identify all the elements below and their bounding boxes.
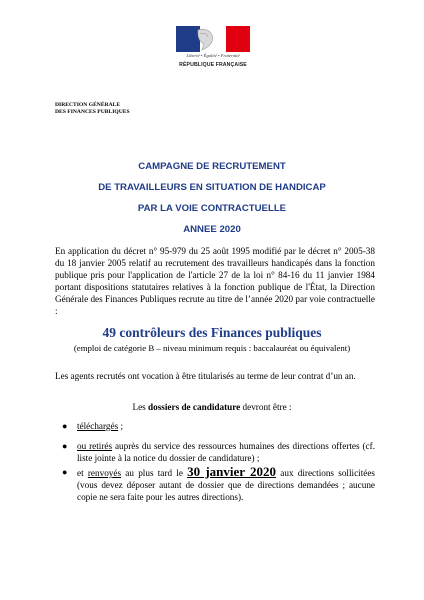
marianne-logo — [176, 26, 250, 70]
category-note: (emploi de catégorie B – niveau minimum requis : baccalauréat ou équivalent) — [73, 343, 351, 353]
positions-headline: 49 contrôleurs des Finances publiques — [102, 325, 322, 340]
list-item-text: ; — [118, 421, 124, 431]
department-line-1: DIRECTION GÉNÉRALE — [55, 102, 121, 108]
bullet-icon: ● — [62, 467, 68, 477]
withdraw-text: ou retirés — [77, 441, 113, 451]
document-title — [0, 156, 424, 240]
deadline-date: 30 janvier 2020 — [187, 464, 277, 479]
list-item-text: auprès du service des ressources humaines des directions offertes (cf. liste jointe à la notice du dossier de candidature) ; — [77, 441, 375, 463]
department-line-2: DES FINANCES PUBLIQUES — [55, 109, 130, 115]
title-line-2: DE TRAVAILLEURS EN SITUATION DE HANDICAP — [98, 182, 326, 193]
list-item-text: aux directions sollicitées (vous devez déposer autant de dossier que de directions demandées ; aucune copie ne sera faite pour les autres directions). — [77, 468, 375, 502]
intro-paragraph: En application du décret n° 95-979 du 25 août 1995 modifié par le décret n° 2005-38 du 18 janvier 2005 relatif au recrutement des travailleurs handicapés dans la fonction publique pris pour l'application de l'article 27 de la loi n° 84-16 du 11 janvier 1984 portant dispositions statutaires relatives à la fonction publique de l'État, la Direction Générale des Finances Publiques recrute au titre de l’année 2020 par voie contractuelle : — [55, 246, 375, 316]
return-text: renvoyés — [87, 468, 122, 478]
bullet-icon: ● — [62, 421, 68, 431]
republic-label: RÉPUBLIQUE FRANÇAISE — [179, 62, 247, 68]
title-line-1: CAMPAGNE DE RECRUTEMENT — [138, 161, 286, 172]
dossiers-suffix: devront être : — [240, 402, 292, 412]
title-line-4: ANNEE 2020 — [183, 224, 241, 235]
list-item-text: et — [77, 468, 88, 478]
bullet-icon: ● — [62, 441, 68, 451]
motto-text: Liberté • Égalité • Fraternité — [186, 53, 240, 58]
download-text: téléchargés — [77, 421, 119, 431]
tenure-paragraph: Les agents recrutés ont vocation à être titularisés au terme de leur contrat d’un an. — [55, 371, 356, 381]
title-line-3: PAR LA VOIE CONTRACTUELLE — [137, 203, 287, 214]
dossiers-bold: dossiers de candidature — [148, 402, 241, 412]
list-item-text: au plus tard le — [121, 468, 188, 478]
dossiers-intro — [0, 402, 424, 412]
dossiers-prefix: Les — [132, 402, 149, 412]
issuing-department — [55, 102, 130, 116]
marianne-flag-icon — [176, 26, 250, 52]
